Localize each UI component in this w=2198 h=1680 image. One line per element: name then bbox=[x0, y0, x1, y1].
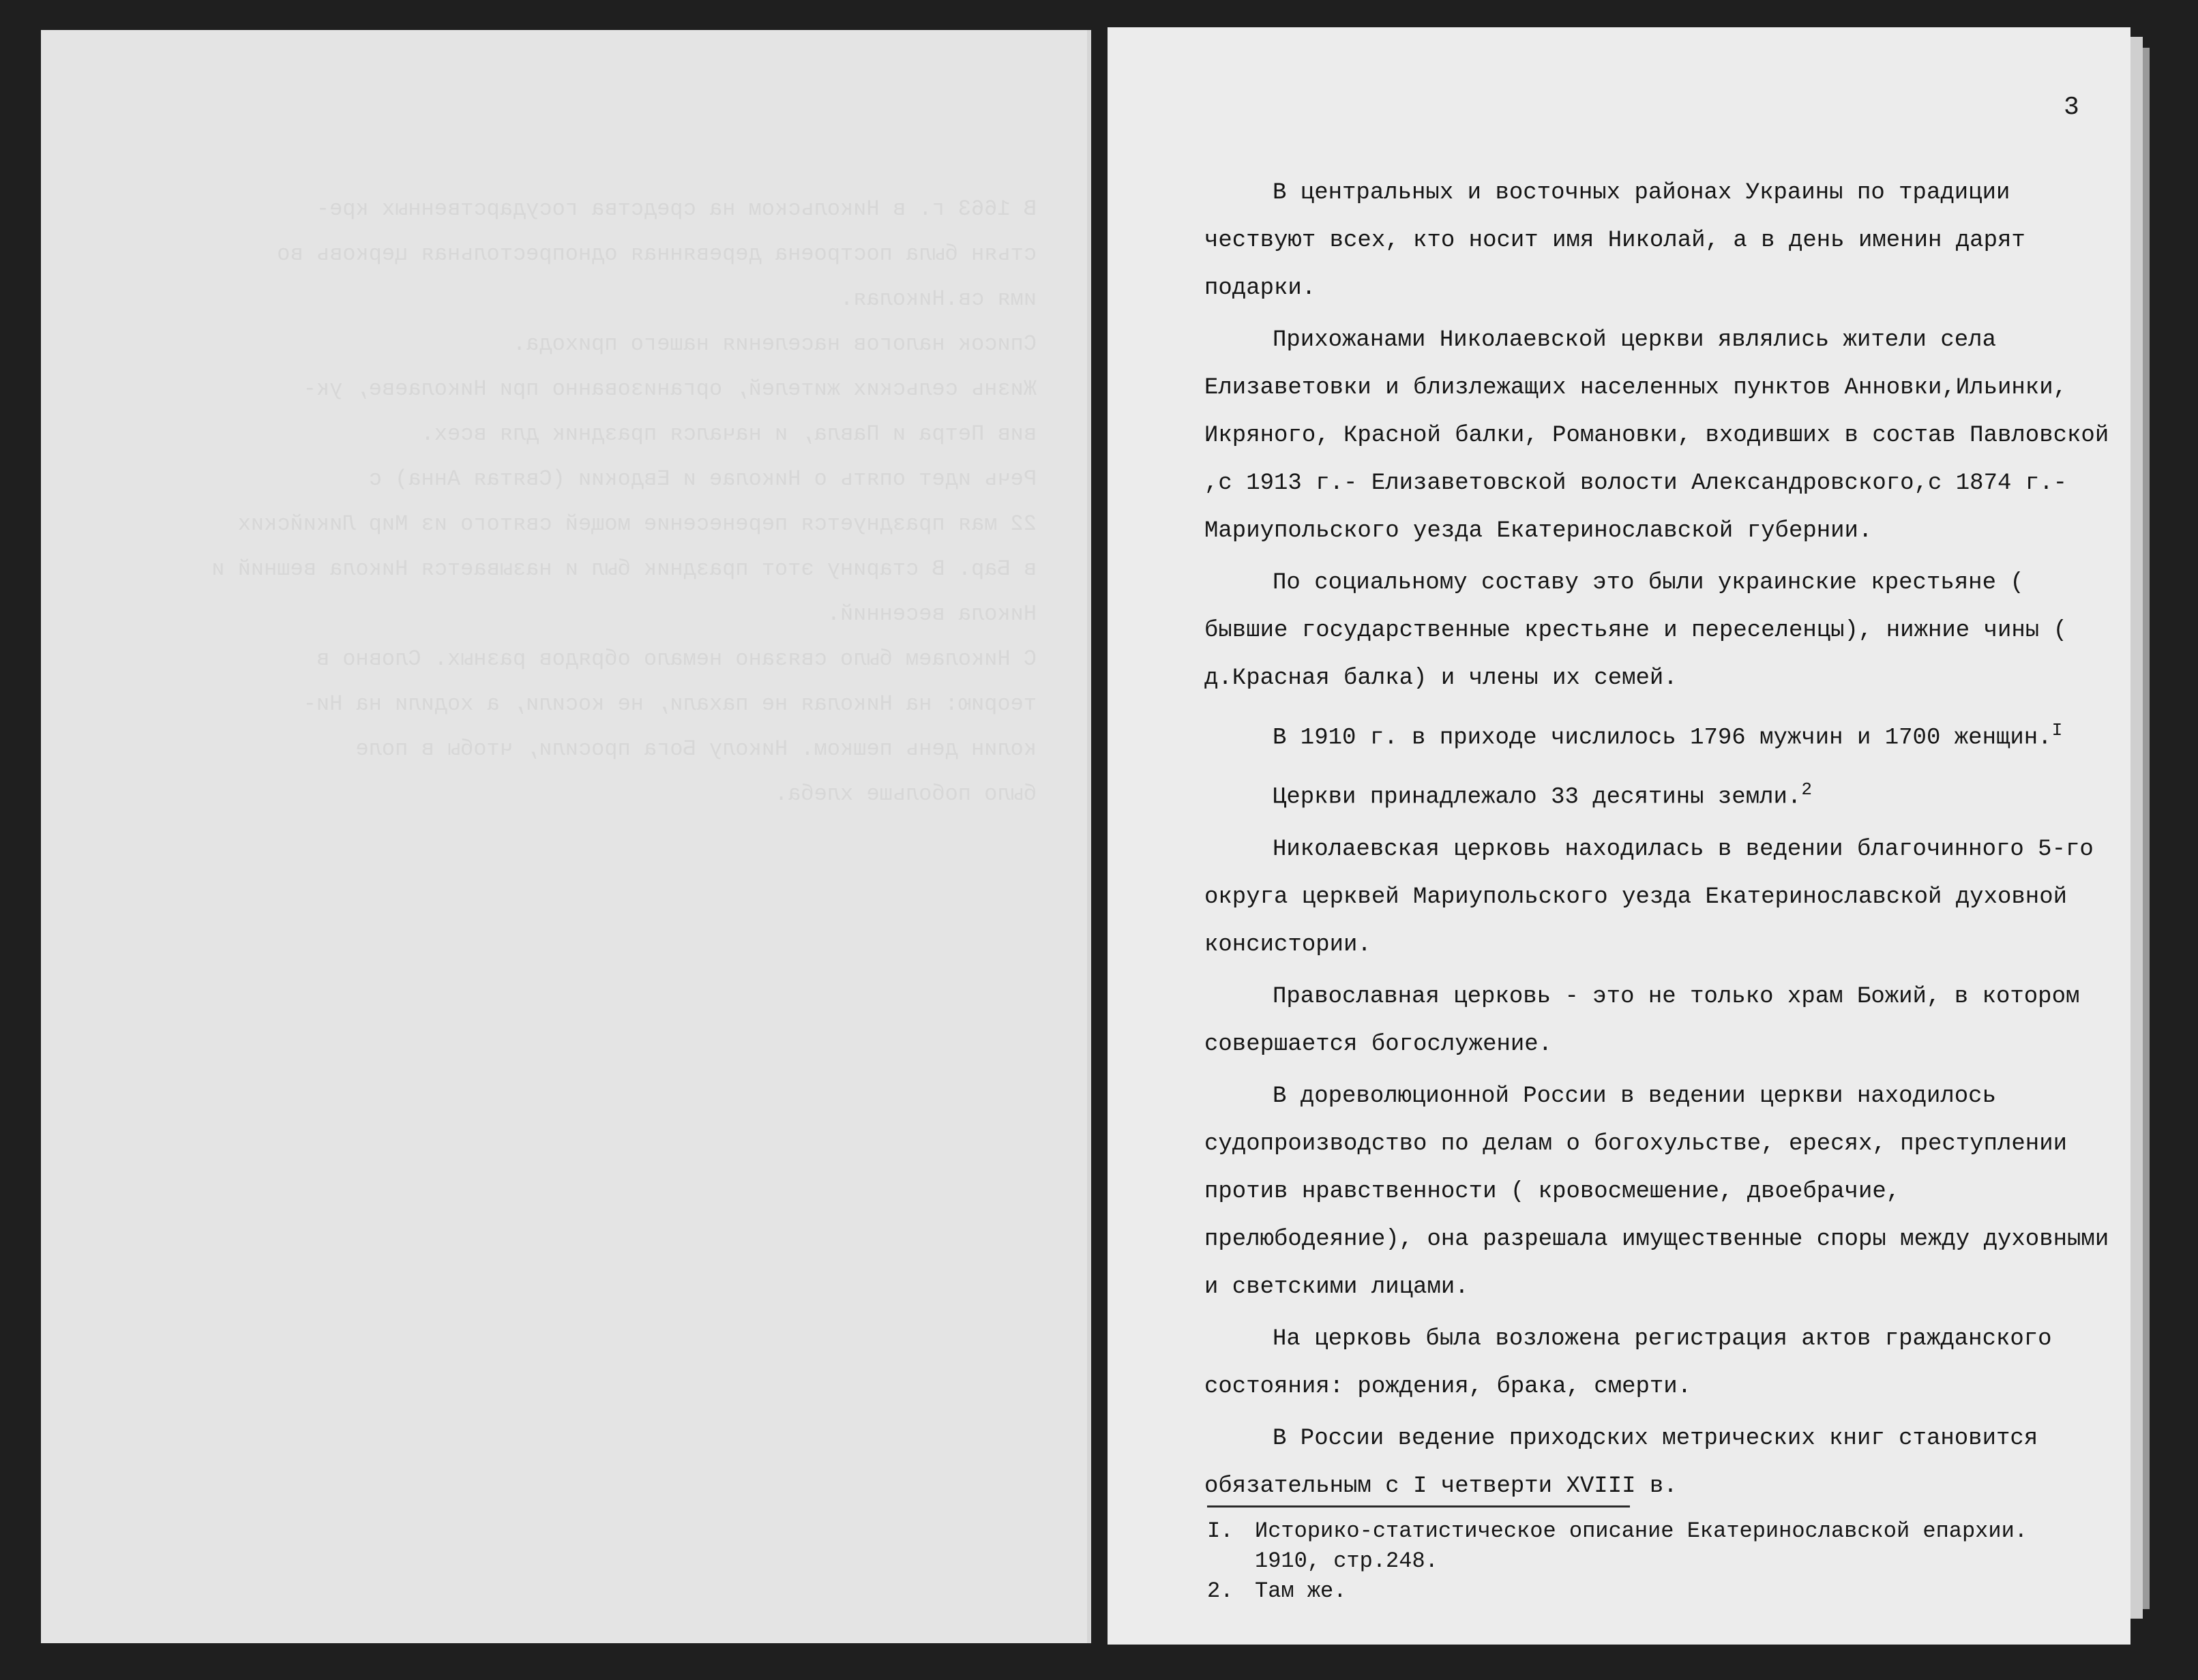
paragraph: Прихожанами Николаевской церкви являлись жители села Елизаветовки и близлежащих населенных пунктов Анновки,Ильинки, Икряного, Красной балки, Романовки, входивших в состав Павловской ,с 1913 г.- Елизаветовской волости Александровского,с 1874 г.-Мариупольского уезда Екатеринославской губернии. bbox=[1204, 327, 2109, 544]
paragraph-with-footnote bbox=[1204, 766, 2111, 821]
paragraph: Православная церковь - это не только храм Божий, в котором совершается богослужение. bbox=[1204, 983, 2080, 1058]
footnotes bbox=[1207, 1516, 2094, 1606]
page-number: 3 bbox=[2064, 93, 2079, 122]
left-page bbox=[41, 30, 1091, 1643]
footnote bbox=[1207, 1576, 2094, 1606]
paragraph: На церковь была возложена регистрация актов гражданского состояния: рождения, брака, смерти. bbox=[1204, 1325, 2052, 1400]
main-text bbox=[1204, 169, 2111, 1510]
paragraph: По социальному составу это были украинские крестьяне ( бывшие государственные крестьяне и переселенцы), нижние чины ( д.Красная балка) и члены их семей. bbox=[1204, 570, 2068, 691]
paragraph: Николаевская церковь находилась в ведении благочинного 5-го округа церквей Мариупольского уезда Екатеринославской духовной консистории. bbox=[1204, 836, 2094, 958]
bleed-through-text: В 1663 г. в Никольском на средства государственных кре- стьян была построена деревянная однопрестольная церковь во имя св.Николая. Список налогов населения нашего прихода. Жизнь сельских жителей, организованно при Николаеве, ук- вив Петра и Павла, и начался праздник для всех. Речь идет опять о Николае и Евдокии (Святая Анна) с 22 мая празднуется перенесение мощей святого из Мир Ликийских в Бар. В старину этот праздник был и называется Никола вешний и Никола весенний. С Николаем было связано немало обрядов разных. Словно в теорию: на Николая не пахали, не косили, а ходили на Ни- колин день пешком. Николу Бога просили, чтобы в поле было побольше хлеба. bbox=[211, 196, 1037, 807]
paragraph-text: Церкви принадлежало 33 десятины земли. bbox=[1273, 784, 1802, 811]
paragraph: В дореволюционной России в ведении церкви находилось судопроизводство по делам о богохульстве, ересях, преступлении против нравственности ( кровосмешение, двоебрачие, прелюбодеяние), она разрешала имущественные споры между духовными и светскими лицами. bbox=[1204, 1083, 2109, 1300]
paragraph-with-footnote bbox=[1204, 706, 2111, 762]
page-edge-shadow bbox=[2143, 48, 2150, 1609]
paragraph: В России ведение приходских метрических книг становится обязательным с I четверти XVIII в. bbox=[1204, 1425, 2038, 1499]
footnote-rule bbox=[1207, 1505, 1630, 1508]
footnote-text: Там же. bbox=[1255, 1578, 1347, 1604]
footnote bbox=[1207, 1516, 2094, 1576]
paragraph-text: В 1910 г. в приходе числилось 1796 мужчин и 1700 женщин. bbox=[1273, 725, 2052, 751]
page-edge bbox=[2130, 37, 2143, 1619]
footnote-ref: 2 bbox=[1801, 779, 1812, 800]
paragraph: В центральных и восточных районах Украины по традиции чествуют всех, кто носит имя Николай, а в день именин дарят подарки. bbox=[1204, 180, 2025, 301]
footnote-number: 2. bbox=[1207, 1578, 1234, 1604]
footnote-text: Историко-статистическое описание Екатеринославской епархии. 1910, стр.248. bbox=[1255, 1518, 2028, 1574]
footnote-number: I. bbox=[1207, 1518, 1234, 1544]
footnote-ref: I bbox=[2051, 720, 2063, 740]
